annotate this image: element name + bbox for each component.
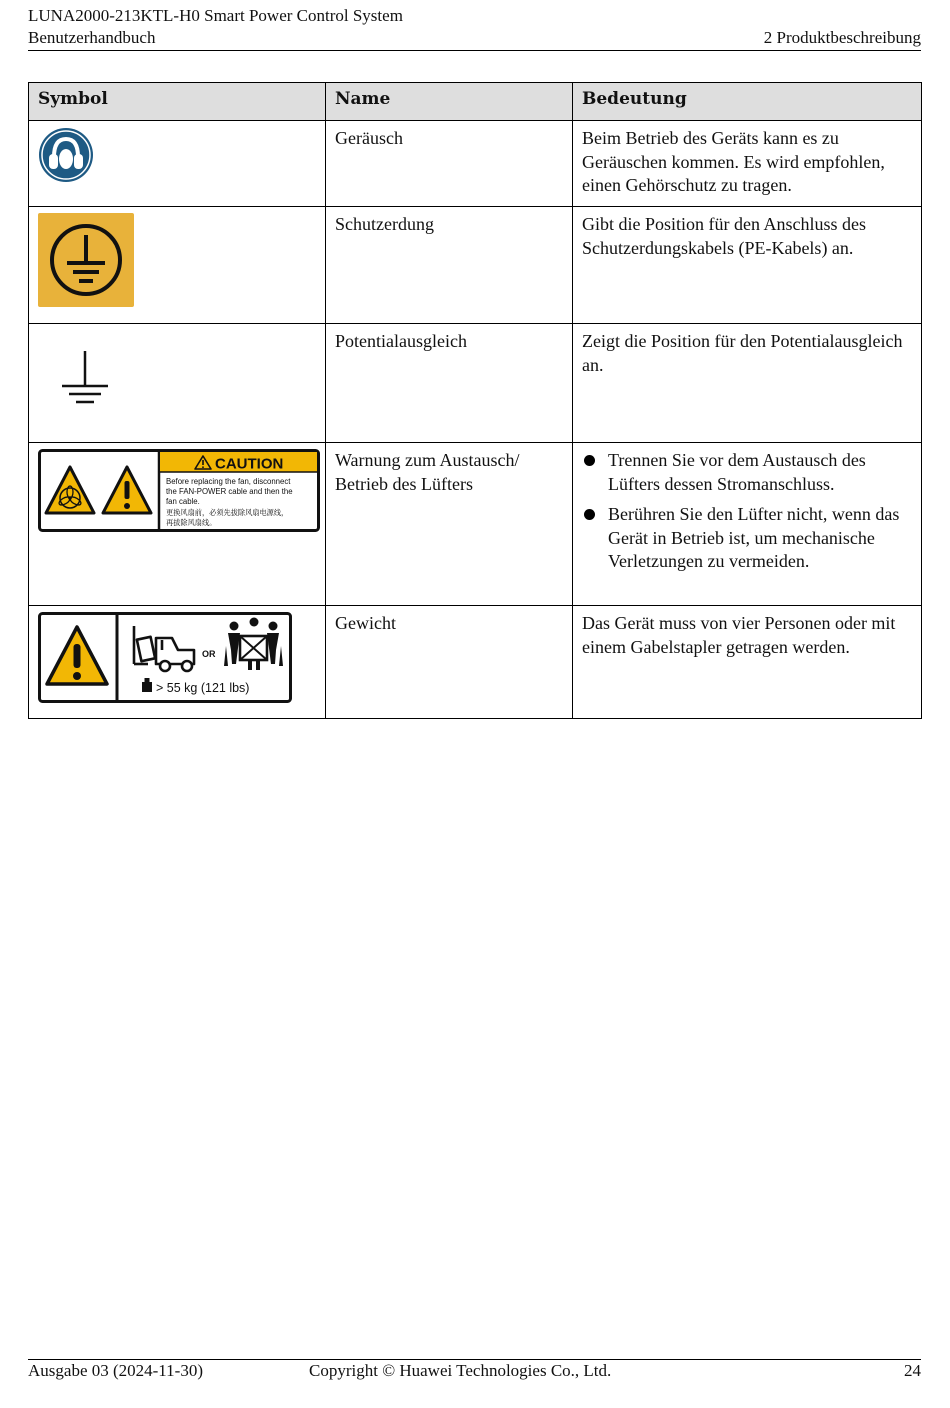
table-row	[29, 443, 922, 606]
table-row	[29, 121, 922, 207]
page-number: 24	[904, 1361, 921, 1380]
running-header-product: LUNA2000-213KTL-H0 Smart Power Control System	[28, 6, 403, 25]
symbol-cell	[29, 207, 326, 324]
running-header-chapter: 2 Produktbeschreibung	[763, 28, 921, 47]
caution-label-line-3: fan cable.	[166, 497, 200, 506]
meaning-cell: Zeigt die Position für den Potentialausgleich an.	[573, 324, 922, 443]
column-header-symbol: Symbol	[29, 83, 326, 121]
caution-label-line-5: 再拔除风扇线。	[166, 518, 217, 527]
caution-label-line-1: Before replacing the fan, disconnect	[166, 477, 291, 486]
name-cell: Potentialausgleich	[326, 324, 573, 443]
list-item: Berühren Sie den Lüfter nicht, wenn das Gerät in Betrieb ist, um mechanische Verletzungen zu vermeiden.	[582, 503, 912, 574]
fan-caution-label-icon	[38, 449, 320, 532]
symbol-cell	[29, 324, 326, 443]
column-header-meaning: Bedeutung	[573, 83, 922, 121]
weight-label-or: OR	[202, 649, 216, 659]
meaning-cell: Beim Betrieb des Geräts kann es zu Geräuschen kommen. Es wird empfohlen, einen Gehörschutz zu tragen.	[573, 121, 922, 207]
symbol-cell	[29, 606, 326, 719]
list-item: Trennen Sie vor dem Austausch des Lüfters dessen Stromanschluss.	[582, 449, 912, 496]
header-divider	[28, 50, 921, 51]
name-cell: Schutzerdung	[326, 207, 573, 324]
weight-warning-label-icon	[38, 612, 292, 703]
caution-label-title: CAUTION	[215, 455, 284, 473]
footer-copyright: Copyright © Huawei Technologies Co., Ltd.	[309, 1361, 612, 1380]
symbol-table	[28, 82, 922, 719]
equipotential-ground-icon	[38, 330, 128, 420]
table-row	[29, 324, 922, 443]
table-header-row	[29, 83, 922, 121]
table-row	[29, 207, 922, 324]
ear-protection-icon	[38, 127, 94, 183]
caution-label-line-4: 更换风扇前，必须先拔除风扇电源线，	[166, 508, 289, 517]
weight-label-value: > 55 kg (121 lbs)	[156, 681, 250, 695]
table-row	[29, 606, 922, 719]
symbol-cell	[29, 121, 326, 207]
name-cell: Gewicht	[326, 606, 573, 719]
column-header-name: Name	[326, 83, 573, 121]
caution-label-line-2: the FAN-POWER cable and then the	[166, 487, 293, 496]
footer-edition: Ausgabe 03 (2024-11-30)	[28, 1361, 203, 1380]
protective-earth-icon	[38, 213, 134, 307]
meaning-cell	[573, 443, 922, 606]
symbol-cell	[29, 443, 326, 606]
meaning-cell: Das Gerät muss von vier Personen oder mit einem Gabelstapler getragen werden.	[573, 606, 922, 719]
name-cell: Geräusch	[326, 121, 573, 207]
meaning-bullet-list	[582, 449, 912, 574]
meaning-cell: Gibt die Position für den Anschluss des Schutzerdungskabels (PE-Kabels) an.	[573, 207, 922, 324]
name-cell: Warnung zum Austausch/ Betrieb des Lüfters	[326, 443, 573, 606]
running-header-doc-type: Benutzerhandbuch	[28, 28, 156, 47]
running-header	[28, 27, 921, 49]
